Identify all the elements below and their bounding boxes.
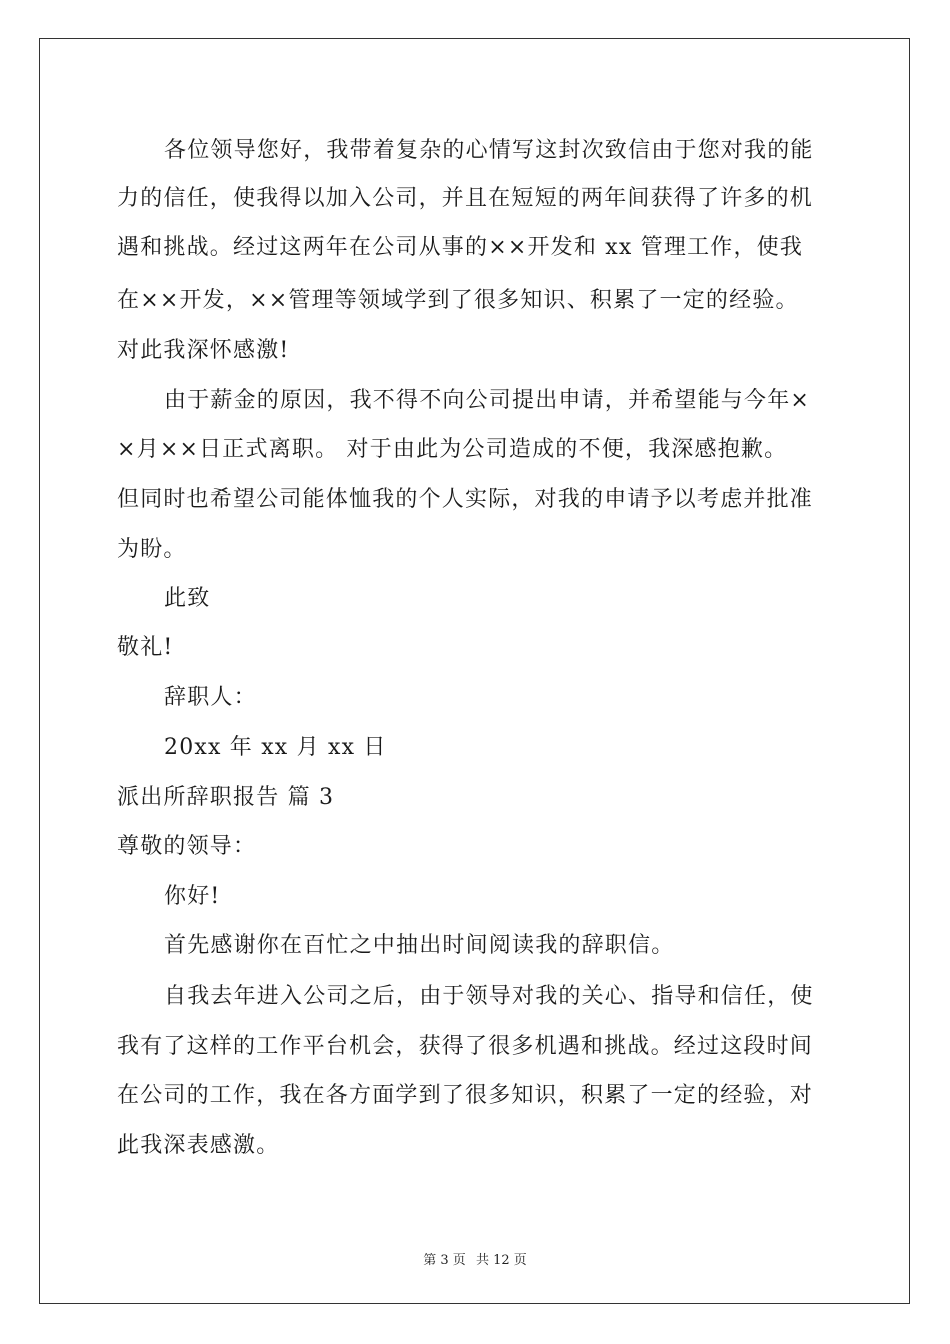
section-heading: 派出所辞职报告 篇 3 [117, 785, 335, 810]
paragraph-line: 自我去年进入公司之后，由于领导对我的关心、指导和信任，使 [164, 984, 814, 1009]
paragraph-line: ×月××日正式离职。 对于由此为公司造成的不便，我深感抱歉。 [117, 437, 788, 462]
paragraph-line: 力的信任，使我得以加入公司，并且在短短的两年间获得了许多的机 [117, 186, 814, 211]
paragraph-line: 由于薪金的原因，我不得不向公司提出申请，并希望能与今年× [164, 388, 811, 413]
paragraph-line: 此我深表感激。 [117, 1133, 280, 1158]
paragraph-line: 首先感谢你在百忙之中抽出时间阅读我的辞职信。 [164, 933, 675, 958]
greeting-line: 尊敬的领导： [117, 834, 257, 859]
paragraph-line: 我有了这样的工作平台机会，获得了很多机遇和挑战。经过这段时间 [117, 1034, 814, 1059]
paragraph-line: 遇和挑战。经过这两年在公司从事的××开发和 xx 管理工作，使我 [117, 235, 804, 260]
paragraph-line: 对此我深怀感激! [117, 338, 290, 363]
closing-line: 此致 [164, 586, 211, 611]
page-border [39, 38, 910, 1304]
page-footer [0, 1249, 950, 1268]
paragraph-line: 在公司的工作，我在各方面学到了很多知识，积累了一定的经验，对 [117, 1083, 814, 1108]
salutation-line: 敬礼! [117, 635, 174, 660]
page-number: 第 3 页 [423, 1253, 466, 1268]
page-total: 共 12 页 [475, 1253, 527, 1268]
paragraph-line: 你好! [164, 884, 221, 909]
paragraph-line: 在××开发，××管理等领域学到了很多知识、积累了一定的经验。 [117, 288, 799, 313]
paragraph-line: 为盼。 [117, 537, 187, 562]
paragraph-line: 但同时也希望公司能体恤我的个人实际，对我的申请予以考虑并批准 [117, 487, 814, 512]
signature-line: 辞职人： [164, 685, 257, 710]
paragraph-line: 各位领导您好，我带着复杂的心情写这封次致信由于您对我的能 [164, 138, 814, 163]
date-line: 20xx 年 xx 月 xx 日 [164, 735, 387, 760]
